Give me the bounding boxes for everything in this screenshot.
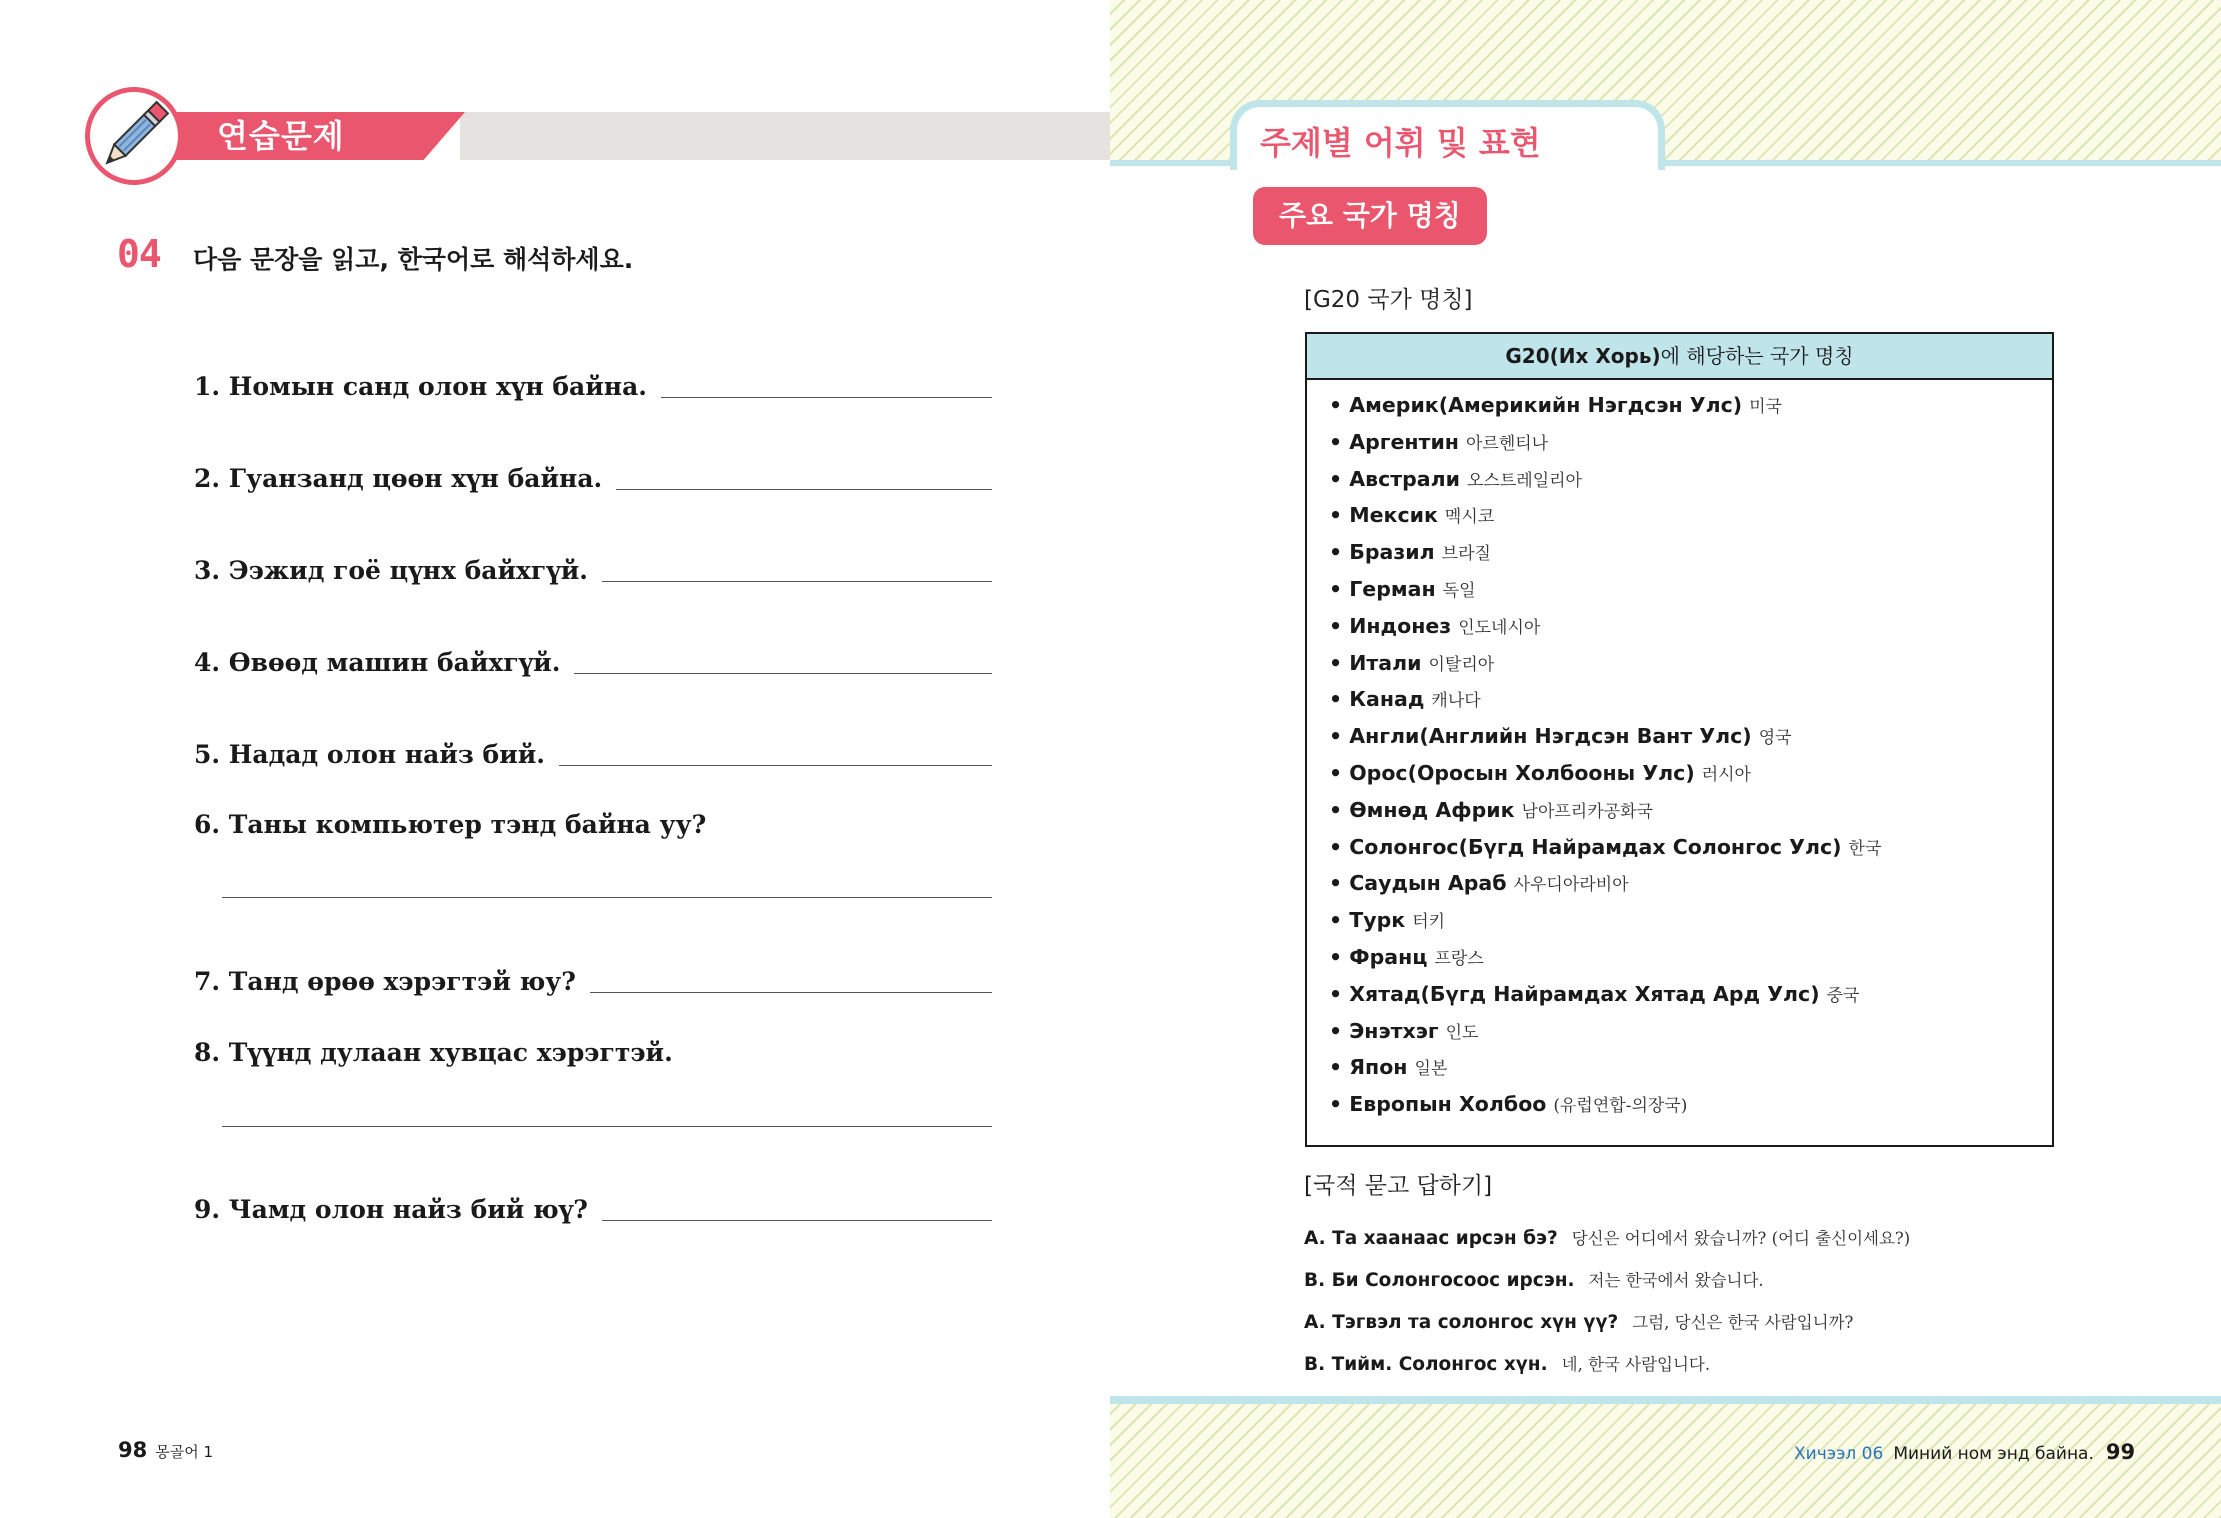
exercise-text: 2. Гуанзанд цөөн хүн байна. xyxy=(194,464,603,493)
pencil-icon xyxy=(90,92,178,180)
list-item: • Бразил 브라질 xyxy=(1329,540,1491,565)
list-item: • Австрали 오스트레일리아 xyxy=(1329,466,1582,491)
list-item: • Мексик 멕시코 xyxy=(1329,503,1495,528)
list-item: • Саудын Араб 사우디아라비아 xyxy=(1329,871,1629,896)
page-number: 99 xyxy=(2105,1440,2136,1464)
left-footer xyxy=(118,1438,213,1462)
answer-line[interactable] xyxy=(222,897,992,898)
exercise-item xyxy=(194,957,992,997)
dialogue-line: A. Та хаанаас ирсэн бэ? 당신은 어디에서 왔습니까? (어디 출신이세요?) xyxy=(1304,1228,1911,1249)
header-gray-bar xyxy=(460,112,1110,160)
right-page xyxy=(1110,0,2221,1518)
list-item: • Орос(Оросын Холбооны Улс) 러시아 xyxy=(1329,760,1751,785)
list-item: • Итали 이탈리아 xyxy=(1329,650,1495,675)
list-item: • Франц 프랑스 xyxy=(1329,944,1484,969)
exercise-text: 8. Түүнд дулаан хувцас хэрэгтэй. xyxy=(194,1038,673,1067)
section-title: 주요 국가 명칭 xyxy=(1253,187,1487,245)
dialogue-line: B. Би Солонгосоос ирсэн. 저는 한국에서 왔습니다. xyxy=(1304,1270,1764,1291)
exercise-text: 9. Чамд олон найз бий юү? xyxy=(194,1195,588,1224)
footer-lesson: Хичээл 06 xyxy=(1794,1444,1884,1464)
table-header-bold: G20(Их Хорь) xyxy=(1505,344,1661,368)
answer-line[interactable] xyxy=(616,489,992,490)
right-footer xyxy=(1794,1440,2135,1464)
g20-heading: [G20 국가 명칭] xyxy=(1304,287,1473,313)
answer-line[interactable] xyxy=(661,397,992,398)
dialogue-line: B. Тийм. Солонгос хүн. 네, 한국 사람입니다. xyxy=(1304,1354,1711,1375)
country-table xyxy=(1305,332,2054,1147)
left-page xyxy=(0,0,1110,1518)
exercise-text: 4. Өвөөд машин байхгүй. xyxy=(194,648,561,677)
exercise-item xyxy=(194,810,992,902)
footer-title: Миний ном энд байна. xyxy=(1893,1444,2094,1464)
list-item: • Индонез 인도네시아 xyxy=(1329,613,1541,638)
country-list xyxy=(1307,380,2052,1123)
list-item: • Канад 캐나다 xyxy=(1329,687,1481,712)
answer-line[interactable] xyxy=(602,1220,992,1221)
exercise-text: 1. Номын санд олон хүн байна. xyxy=(194,372,647,401)
exercise-item xyxy=(194,1038,992,1130)
exercise-item xyxy=(194,638,992,678)
answer-line[interactable] xyxy=(559,765,992,766)
topic-tab-title: 주제별 어휘 및 표현 xyxy=(1260,124,1541,162)
card-bottom-band xyxy=(1110,1396,2221,1404)
table-header-rest: 에 해당하는 국가 명칭 xyxy=(1660,344,1854,368)
exercise-text: 6. Таны компьютер тэнд байна уу? xyxy=(194,810,707,839)
list-item: • Аргентин 아르헨티나 xyxy=(1329,429,1549,454)
answer-line[interactable] xyxy=(602,581,992,582)
answer-line[interactable] xyxy=(574,673,992,674)
question-number: 04 xyxy=(117,232,161,276)
exercise-header-title: 연습문제 xyxy=(217,117,345,155)
list-item: • Энэтхэг 인도 xyxy=(1329,1018,1479,1043)
list-item: • Турк 터키 xyxy=(1329,908,1446,933)
exercise-item xyxy=(194,730,992,770)
pencil-badge xyxy=(85,87,183,185)
exercise-item xyxy=(194,454,992,494)
list-item: • Солонгос(Бүгд Найрамдах Солонгос Улс) 한국 xyxy=(1329,834,1882,859)
answer-line[interactable] xyxy=(222,1126,992,1127)
exercise-text: 5. Надад олон найз бий. xyxy=(194,740,545,769)
exercise-text: 7. Танд өрөө хэрэгтэй юу? xyxy=(194,967,576,996)
question-instruction: 다음 문장을 읽고, 한국어로 해석하세요. xyxy=(193,245,634,274)
list-item: • Япон 일본 xyxy=(1329,1055,1448,1080)
country-table-header xyxy=(1307,334,2052,380)
list-item: • Хятад(Бүгд Найрамдах Хятад Ард Улс) 중국 xyxy=(1329,981,1860,1006)
list-item: • Англи(Английн Нэгдсэн Вант Улс) 영국 xyxy=(1329,724,1792,749)
answer-line[interactable] xyxy=(590,992,992,993)
exercise-text: 3. Ээжид гоё цүнх байхгүй. xyxy=(194,556,588,585)
book-title: 몽골어 1 xyxy=(155,1443,214,1461)
nationality-heading: [국적 묻고 답하기] xyxy=(1304,1173,1493,1199)
dialogue-line: A. Тэгвэл та солонгос хүн үү? 그럼, 당신은 한국 사람입니까? xyxy=(1304,1312,1854,1333)
exercise-item xyxy=(194,546,992,586)
list-item: • Өмнөд Африк 남아프리카공화국 xyxy=(1329,797,1653,822)
list-item: • Америк(Америкийн Нэгдсэн Улс) 미국 xyxy=(1329,393,1782,417)
page-number: 98 xyxy=(118,1438,148,1462)
list-item: • Герман 독일 xyxy=(1329,576,1476,601)
list-item: • Европын Холбоо (유럽연합-의장국) xyxy=(1329,1092,1688,1117)
exercise-item xyxy=(194,362,992,402)
exercise-item xyxy=(194,1185,992,1225)
